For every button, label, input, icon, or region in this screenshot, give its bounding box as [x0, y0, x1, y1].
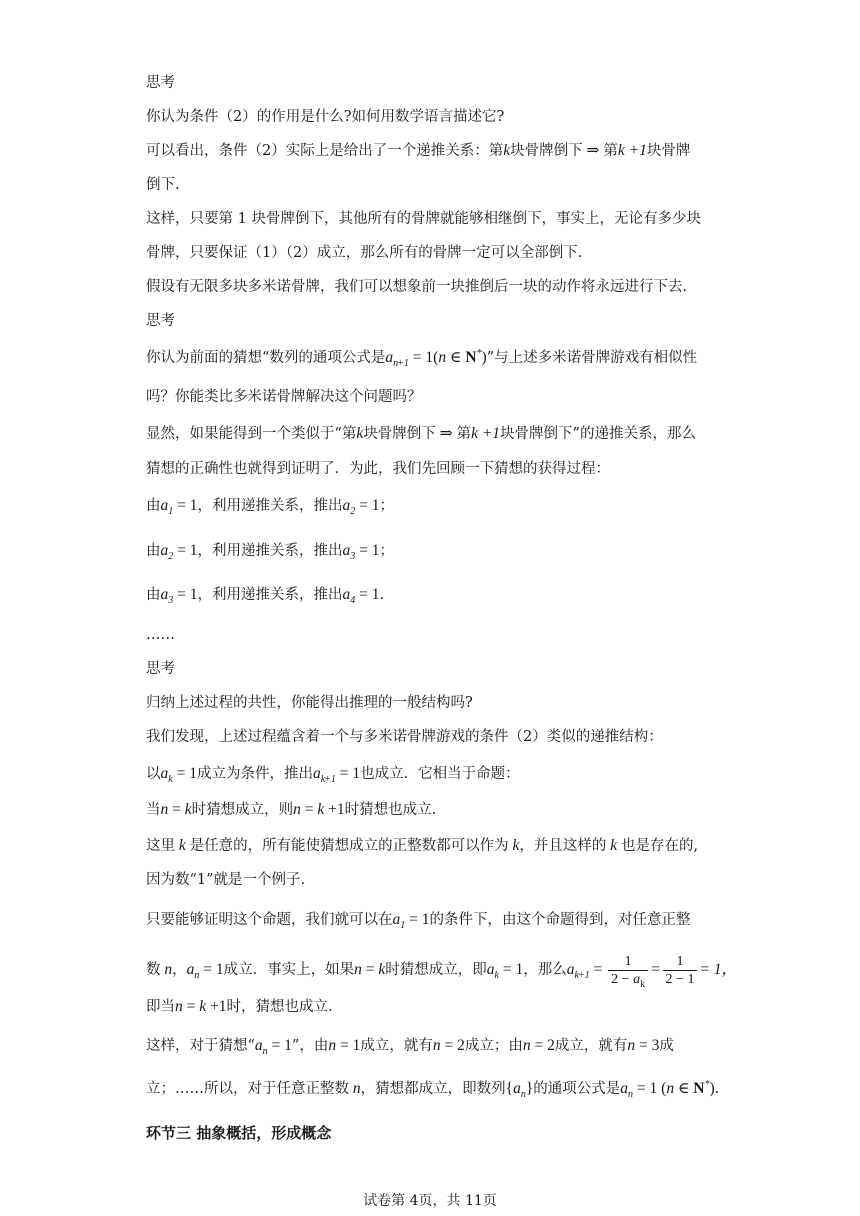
- paragraph-1-line-2: 倒下.: [146, 177, 180, 193]
- paragraph-4-line-1: 显然，如果能得到一个类似于“第k块骨牌倒下 ⇒ 第k +1块骨牌倒下”的递推关系，那么: [146, 425, 696, 442]
- step-3: 由$a_3 = 1$，利用递推关系，推出$a_4 = 1$.: [146, 586, 385, 607]
- fraction-2: $\frac{1}{2 - 1}$: [663, 953, 698, 988]
- question-1: 你认为条件（2）的作用是什么?如何用数学语言描述它?: [146, 109, 505, 125]
- paragraph-8-line-1: 这里 k 是任意的，所有能使猜想成立的正整数都可以作为 k，并且这样的 k 也是存在的,: [146, 837, 699, 854]
- section-heading: 环节三 抽象概括，形成概念: [146, 1124, 332, 1142]
- paragraph-9-line-3: 即当n = k +1时，猜想也成立.: [146, 998, 333, 1015]
- paragraph-1-line-1: 可以看出，条件（2）实际上是给出了一个递推关系：第k块骨牌倒下 ⇒ 第k +1块骨牌: [146, 142, 691, 159]
- paragraph-3: 假设有无限多块多米诺骨牌，我们可以想象前一块推倒后一块的动作将永远进行下去.: [146, 279, 688, 295]
- page-footer: 试卷第 4页，共 11页: [363, 1193, 497, 1209]
- ellipsis: ……: [146, 627, 175, 643]
- paragraph-10-line-2: 立；……所以，对于任意正整数 n，猜想都成立，即数列$\{a_n\}$的通项公式是$a_n = 1$ (n ∈ N*).: [146, 1078, 720, 1101]
- paragraph-10-line-1: 这样，对于猜想“$a_n = 1$”，由n = 1成立，就有n = 2成立；由n = 2成立，就有n = 3成: [146, 1037, 674, 1058]
- question-3: 归纳上述过程的共性，你能得出推理的一般结构吗?: [146, 695, 473, 711]
- paragraph-4-line-2: 猜想的正确性也就得到证明了．为此，我们先回顾一下猜想的获得过程：: [146, 461, 610, 477]
- paragraph-8-line-2: 因为数“1”就是一个例子.: [146, 872, 306, 888]
- question-2-line-2: 吗？你能类比多米诺骨牌解决这个问题吗？: [146, 389, 422, 405]
- think-label-3: 思考: [146, 661, 175, 677]
- paragraph-2-line-1: 这样，只要第 1 块骨牌倒下，其他所有的骨牌就能够相继倒下，事实上，无论有多少块: [146, 211, 701, 227]
- fraction-1: $\frac{1}{2 - a_k}$: [608, 953, 648, 988]
- paragraph-5: 我们发现，上述过程蕴含着一个与多米诺骨牌游戏的条件（2）类似的递推结构：: [146, 729, 663, 745]
- think-label-2: 思考: [146, 313, 175, 329]
- paragraph-6: 以$a_k = 1$成立为条件，推出$a_{k+1} = 1$也成立．它相当于命题：: [146, 765, 520, 786]
- paragraph-9-line-2: 数 n，$a_n = 1$成立．事实上，如果n = k时猜想成立，即$a_k = 1$，那么$a_{k+1}$ = $\frac{1}{2 - a_k}$ = $\frac{1}{2 - 1}$ = 1，: [146, 953, 738, 990]
- paragraph-9-line-1: 只要能够证明这个命题，我们就可以在$a_1 = 1$的条件下，由这个命题得到，对任意正整: [146, 911, 691, 932]
- paragraph-2-line-2: 骨牌，只要保证（1）（2）成立，那么所有的骨牌一定可以全部倒下.: [146, 245, 583, 261]
- step-1: 由$a_1 = 1$，利用递推关系，推出$a_2 = 1$；: [146, 497, 394, 518]
- step-2: 由$a_2 = 1$，利用递推关系，推出$a_3 = 1$；: [146, 542, 394, 563]
- paragraph-7: 当n = k时猜想成立，则n = k +1时猜想也成立.: [146, 801, 437, 818]
- think-label-1: 思考: [146, 75, 175, 91]
- question-2-line-1: 你认为前面的猜想“数列的通项公式是$a_{n+1} = 1(n$ ∈ N*)”与上述多米诺骨牌游戏有相似性: [146, 347, 698, 370]
